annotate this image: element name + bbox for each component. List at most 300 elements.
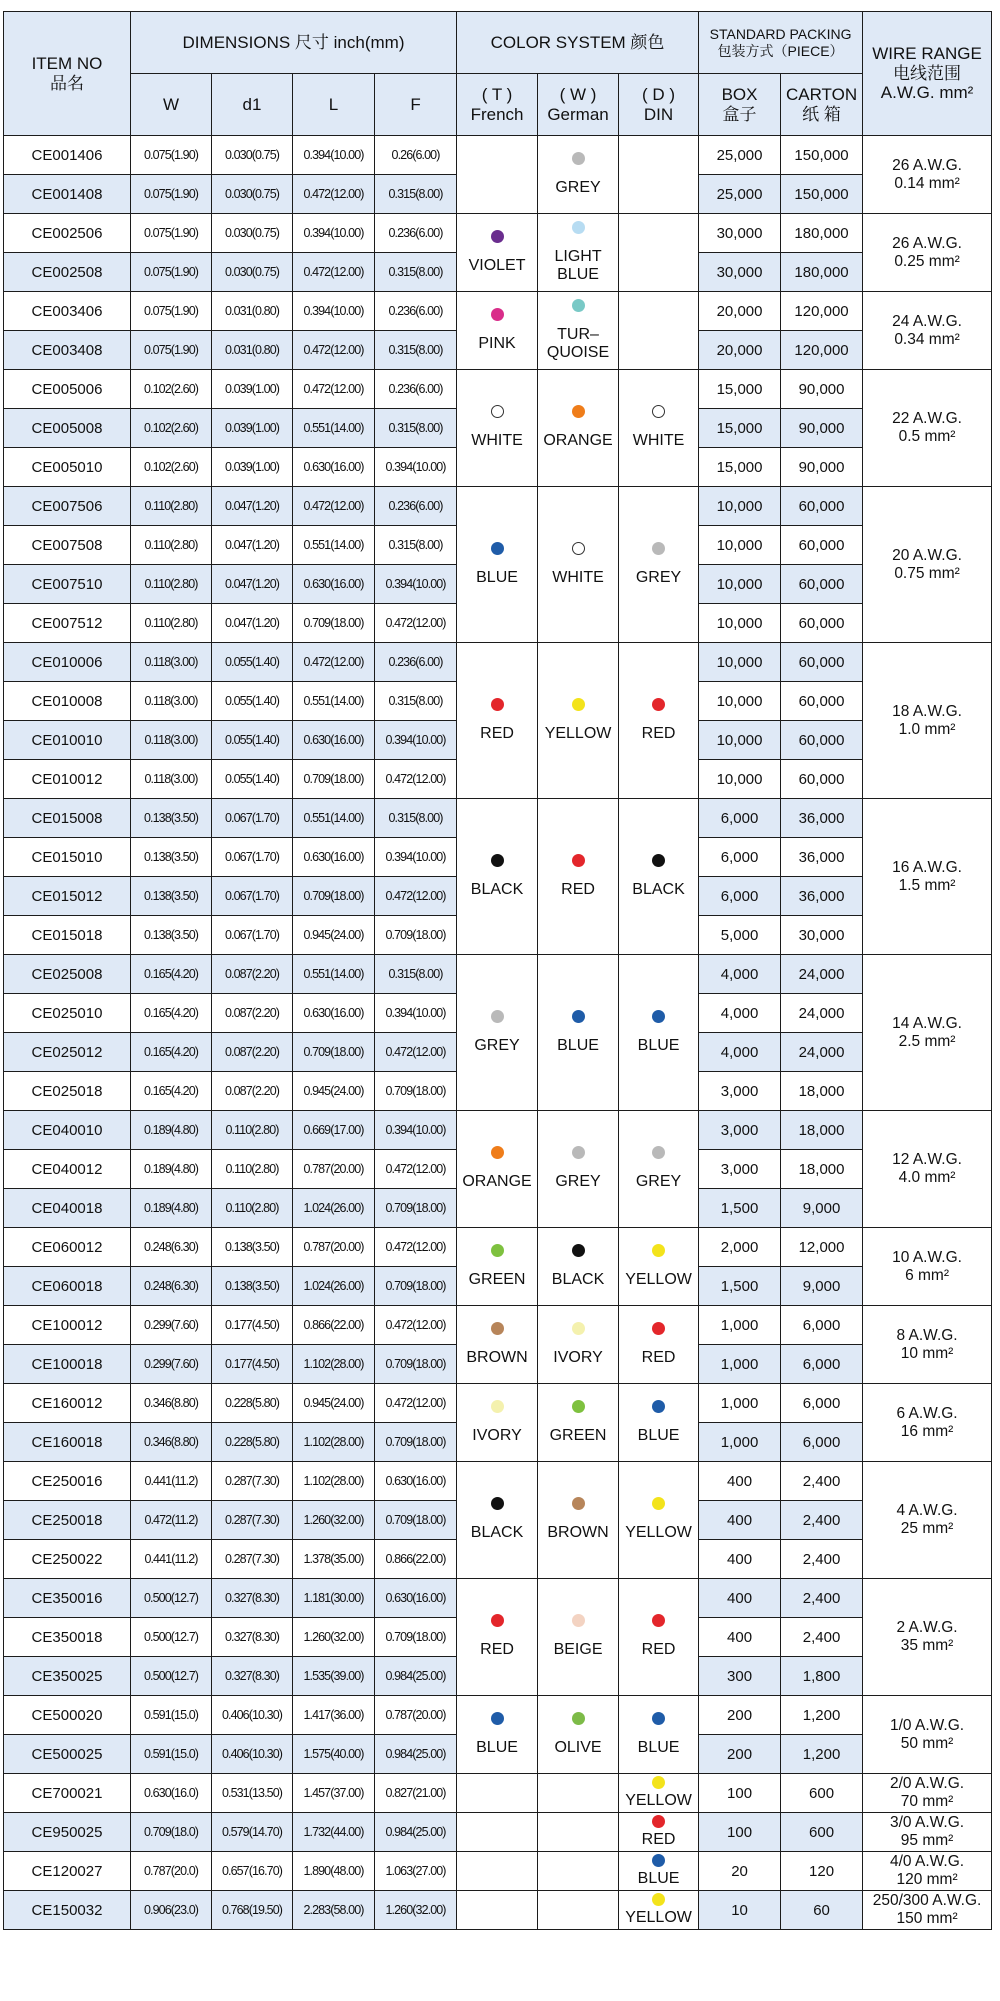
dim-l-cell: 0.551(14.00) bbox=[293, 682, 375, 721]
dim-l-cell: 1.535(39.00) bbox=[293, 1657, 375, 1696]
header-wire-range-cn: 电线范围 bbox=[893, 63, 962, 83]
table-row bbox=[4, 1852, 992, 1891]
header-wire-range-unit: A.W.G. mm² bbox=[880, 83, 974, 103]
dim-f-cell: 0.709(18.00) bbox=[375, 1267, 457, 1306]
color-name: YELLOW bbox=[625, 1524, 692, 1542]
dim-d1-cell: 0.030(0.75) bbox=[212, 175, 293, 214]
carton-qty-cell: 60,000 bbox=[781, 526, 863, 565]
dim-l-cell: 1.260(32.00) bbox=[293, 1501, 375, 1540]
wire-mm2: 35 mm² bbox=[900, 1637, 954, 1654]
dim-f-cell: 0.394(10.00) bbox=[375, 448, 457, 487]
header-col-f: F bbox=[375, 74, 457, 136]
wire-mm2: 2.5 mm² bbox=[898, 1032, 956, 1050]
color-cell-french bbox=[457, 370, 538, 487]
wire-range-cell bbox=[863, 1111, 992, 1228]
box-qty-cell: 1,000 bbox=[699, 1345, 781, 1384]
table-row bbox=[4, 370, 992, 409]
color-cell-german bbox=[538, 1306, 619, 1384]
carton-qty-cell: 120,000 bbox=[781, 292, 863, 331]
dim-w-cell: 0.075(1.90) bbox=[131, 331, 212, 370]
carton-qty-cell: 18,000 bbox=[781, 1072, 863, 1111]
item-no-cell: CE025008 bbox=[4, 955, 131, 994]
color-name: GREY bbox=[555, 1173, 601, 1191]
dim-f-cell: 0.236(6.00) bbox=[375, 292, 457, 331]
color-swatch-icon bbox=[491, 230, 504, 243]
box-qty-cell: 10,000 bbox=[699, 643, 781, 682]
header-col-carton-cn: 纸 箱 bbox=[802, 104, 841, 124]
box-qty-cell: 15,000 bbox=[699, 370, 781, 409]
dim-w-cell: 0.118(3.00) bbox=[131, 721, 212, 760]
color-name: WHITE bbox=[471, 432, 523, 450]
color-swatch-icon bbox=[652, 1497, 665, 1510]
wire-mm2: 50 mm² bbox=[900, 1734, 954, 1752]
dim-d1-cell: 0.087(2.20) bbox=[212, 955, 293, 994]
box-qty-cell: 1,000 bbox=[699, 1306, 781, 1345]
color-name: BLACK bbox=[470, 880, 524, 898]
box-qty-cell: 10,000 bbox=[699, 721, 781, 760]
dim-f-cell: 0.984(25.00) bbox=[375, 1735, 457, 1774]
dim-w-cell: 0.138(3.50) bbox=[131, 916, 212, 955]
color-cell-din bbox=[619, 292, 699, 370]
dim-f-cell: 0.236(6.00) bbox=[375, 370, 457, 409]
wire-mm2: 0.14 mm² bbox=[894, 174, 960, 192]
color-cell-german bbox=[538, 1696, 619, 1774]
dim-l-cell: 0.394(10.00) bbox=[293, 136, 375, 175]
dim-d1-cell: 0.531(13.50) bbox=[212, 1774, 293, 1813]
dim-l-cell: 0.472(12.00) bbox=[293, 175, 375, 214]
dim-l-cell: 0.472(12.00) bbox=[293, 331, 375, 370]
wire-mm2: 70 mm² bbox=[900, 1793, 954, 1810]
item-no-cell: CE060018 bbox=[4, 1267, 131, 1306]
dim-l-cell: 0.709(18.00) bbox=[293, 604, 375, 643]
item-no-cell: CE010012 bbox=[4, 760, 131, 799]
color-swatch-icon bbox=[572, 1614, 585, 1627]
box-qty-cell: 1,500 bbox=[699, 1267, 781, 1306]
carton-qty-cell: 90,000 bbox=[781, 448, 863, 487]
box-qty-cell: 25,000 bbox=[699, 136, 781, 175]
dim-d1-cell: 0.055(1.40) bbox=[212, 682, 293, 721]
header-col-t-code: ( T ) bbox=[481, 84, 513, 104]
dim-f-cell: 0.472(12.00) bbox=[375, 1384, 457, 1423]
box-qty-cell: 20 bbox=[699, 1852, 781, 1891]
dim-l-cell: 1.732(44.00) bbox=[293, 1813, 375, 1852]
dim-d1-cell: 0.047(1.20) bbox=[212, 526, 293, 565]
color-name: YELLOW bbox=[625, 1270, 692, 1288]
color-cell-french bbox=[457, 487, 538, 643]
item-no-cell: CE015018 bbox=[4, 916, 131, 955]
header-col-w: W bbox=[131, 74, 212, 136]
item-no-cell: CE010010 bbox=[4, 721, 131, 760]
wire-range-cell bbox=[863, 487, 992, 643]
box-qty-cell: 1,000 bbox=[699, 1423, 781, 1462]
item-no-cell: CE015012 bbox=[4, 877, 131, 916]
table-row bbox=[4, 955, 992, 994]
dim-d1-cell: 0.030(0.75) bbox=[212, 136, 293, 175]
color-swatch-icon bbox=[652, 1712, 665, 1725]
box-qty-cell: 400 bbox=[699, 1501, 781, 1540]
color-cell-german bbox=[538, 1384, 619, 1462]
dim-w-cell: 0.906(23.0) bbox=[131, 1891, 212, 1930]
box-qty-cell: 400 bbox=[699, 1540, 781, 1579]
wire-range-cell bbox=[863, 1891, 992, 1930]
dim-d1-cell: 0.327(8.30) bbox=[212, 1657, 293, 1696]
dim-d1-cell: 0.228(5.80) bbox=[212, 1384, 293, 1423]
color-swatch-icon bbox=[652, 1146, 665, 1159]
dim-l-cell: 1.378(35.00) bbox=[293, 1540, 375, 1579]
header-standard-packing-cn: 包装方式（PIECE） bbox=[717, 42, 844, 59]
item-no-cell: CE025010 bbox=[4, 994, 131, 1033]
dim-w-cell: 0.500(12.7) bbox=[131, 1657, 212, 1696]
wire-mm2: 10 mm² bbox=[900, 1344, 954, 1362]
dim-f-cell: 0.472(12.00) bbox=[375, 1228, 457, 1267]
color-name: BLUE bbox=[637, 1869, 680, 1887]
dim-f-cell: 0.315(8.00) bbox=[375, 331, 457, 370]
dim-l-cell: 1.457(37.00) bbox=[293, 1774, 375, 1813]
dim-w-cell: 0.110(2.80) bbox=[131, 526, 212, 565]
dim-f-cell: 0.984(25.00) bbox=[375, 1813, 457, 1852]
item-no-cell: CE010008 bbox=[4, 682, 131, 721]
dim-f-cell: 0.709(18.00) bbox=[375, 916, 457, 955]
carton-qty-cell: 150,000 bbox=[781, 136, 863, 175]
wire-mm2: 0.75 mm² bbox=[894, 564, 960, 582]
color-swatch-icon bbox=[491, 1400, 504, 1413]
color-swatch-icon bbox=[572, 1146, 585, 1159]
carton-qty-cell: 180,000 bbox=[781, 253, 863, 292]
header-col-french bbox=[457, 74, 538, 136]
box-qty-cell: 3,000 bbox=[699, 1150, 781, 1189]
item-no-cell: CE005008 bbox=[4, 409, 131, 448]
dim-d1-cell: 0.579(14.70) bbox=[212, 1813, 293, 1852]
dim-w-cell: 0.441(11.2) bbox=[131, 1540, 212, 1579]
header-col-d-code: ( D ) bbox=[642, 84, 676, 104]
item-no-cell: CE160018 bbox=[4, 1423, 131, 1462]
color-swatch-icon bbox=[572, 1400, 585, 1413]
dim-w-cell: 0.110(2.80) bbox=[131, 565, 212, 604]
color-name: WHITE bbox=[632, 432, 685, 450]
carton-qty-cell: 1,200 bbox=[781, 1696, 863, 1735]
dim-l-cell: 1.575(40.00) bbox=[293, 1735, 375, 1774]
item-no-cell: CE500020 bbox=[4, 1696, 131, 1735]
item-no-cell: CE007506 bbox=[4, 487, 131, 526]
product-spec-sheet bbox=[3, 11, 992, 1930]
dim-d1-cell: 0.327(8.30) bbox=[212, 1618, 293, 1657]
color-swatch-icon bbox=[652, 1322, 665, 1335]
dim-w-cell: 0.118(3.00) bbox=[131, 760, 212, 799]
table-header bbox=[4, 12, 992, 136]
dim-w-cell: 0.165(4.20) bbox=[131, 994, 212, 1033]
wire-awg: 24 A.W.G. bbox=[892, 312, 962, 330]
dim-d1-cell: 0.228(5.80) bbox=[212, 1423, 293, 1462]
dim-w-cell: 0.787(20.0) bbox=[131, 1852, 212, 1891]
color-name: IVORY bbox=[472, 1426, 522, 1444]
carton-qty-cell: 600 bbox=[781, 1813, 863, 1852]
color-cell-german bbox=[538, 1852, 619, 1891]
wire-awg: 8 A.W.G. bbox=[896, 1326, 958, 1344]
color-cell-french bbox=[457, 1111, 538, 1228]
dim-l-cell: 1.024(26.00) bbox=[293, 1189, 375, 1228]
box-qty-cell: 300 bbox=[699, 1657, 781, 1696]
dim-l-cell: 1.890(48.00) bbox=[293, 1852, 375, 1891]
item-no-cell: CE007508 bbox=[4, 526, 131, 565]
color-swatch-icon bbox=[652, 1244, 665, 1257]
color-swatch-icon bbox=[652, 405, 665, 418]
dim-f-cell: 0.984(25.00) bbox=[375, 1657, 457, 1696]
color-name: BLACK bbox=[470, 1524, 524, 1542]
dim-l-cell: 0.709(18.00) bbox=[293, 877, 375, 916]
box-qty-cell: 3,000 bbox=[699, 1111, 781, 1150]
color-cell-din bbox=[619, 799, 699, 955]
color-swatch-icon bbox=[652, 1614, 665, 1627]
wire-awg: 2 A.W.G. bbox=[896, 1619, 958, 1637]
carton-qty-cell: 120 bbox=[781, 1852, 863, 1891]
carton-qty-cell: 60,000 bbox=[781, 682, 863, 721]
box-qty-cell: 15,000 bbox=[699, 409, 781, 448]
dim-f-cell: 0.472(12.00) bbox=[375, 1306, 457, 1345]
color-cell-german bbox=[538, 1228, 619, 1306]
box-qty-cell: 6,000 bbox=[699, 799, 781, 838]
color-cell-german bbox=[538, 214, 619, 292]
dim-w-cell: 0.248(6.30) bbox=[131, 1267, 212, 1306]
wire-mm2: 25 mm² bbox=[900, 1520, 954, 1537]
color-name: BLUE bbox=[637, 1426, 680, 1444]
dim-d1-cell: 0.138(3.50) bbox=[212, 1228, 293, 1267]
wire-awg: 1/0 A.W.G. bbox=[890, 1716, 965, 1734]
color-name: BLUE bbox=[637, 1738, 680, 1756]
dim-d1-cell: 0.110(2.80) bbox=[212, 1189, 293, 1228]
dim-l-cell: 1.102(28.00) bbox=[293, 1462, 375, 1501]
box-qty-cell: 10,000 bbox=[699, 682, 781, 721]
dim-d1-cell: 0.110(2.80) bbox=[212, 1150, 293, 1189]
wire-mm2: 6 mm² bbox=[905, 1266, 949, 1284]
header-item-no-cn: 品名 bbox=[50, 73, 84, 93]
dim-f-cell: 0.315(8.00) bbox=[375, 955, 457, 994]
color-cell-din bbox=[619, 1891, 699, 1930]
color-cell-german bbox=[538, 1579, 619, 1696]
color-cell-din bbox=[619, 1384, 699, 1462]
dim-d1-cell: 0.327(8.30) bbox=[212, 1579, 293, 1618]
carton-qty-cell: 60,000 bbox=[781, 643, 863, 682]
dim-l-cell: 0.551(14.00) bbox=[293, 526, 375, 565]
color-cell-german bbox=[538, 487, 619, 643]
dim-d1-cell: 0.055(1.40) bbox=[212, 760, 293, 799]
wire-range-cell bbox=[863, 370, 992, 487]
color-swatch-icon bbox=[572, 299, 585, 312]
item-no-cell: CE350016 bbox=[4, 1579, 131, 1618]
box-qty-cell: 200 bbox=[699, 1696, 781, 1735]
header-col-box-cn: 盒子 bbox=[722, 104, 757, 124]
color-name: BLACK bbox=[632, 880, 685, 898]
dim-d1-cell: 0.406(10.30) bbox=[212, 1696, 293, 1735]
wire-range-cell bbox=[863, 1228, 992, 1306]
wire-range-cell bbox=[863, 799, 992, 955]
dim-w-cell: 0.165(4.20) bbox=[131, 1072, 212, 1111]
item-no-cell: CE003406 bbox=[4, 292, 131, 331]
carton-qty-cell: 2,400 bbox=[781, 1579, 863, 1618]
dim-d1-cell: 0.047(1.20) bbox=[212, 604, 293, 643]
dim-d1-cell: 0.039(1.00) bbox=[212, 448, 293, 487]
dim-w-cell: 0.441(11.2) bbox=[131, 1462, 212, 1501]
color-cell-french bbox=[457, 1306, 538, 1384]
color-cell-din bbox=[619, 955, 699, 1111]
carton-qty-cell: 150,000 bbox=[781, 175, 863, 214]
dim-d1-cell: 0.047(1.20) bbox=[212, 487, 293, 526]
header-col-d-name: DIN bbox=[643, 104, 674, 124]
color-name: RED bbox=[561, 880, 595, 898]
dim-l-cell: 0.630(16.00) bbox=[293, 838, 375, 877]
item-no-cell: CE350018 bbox=[4, 1618, 131, 1657]
color-swatch-icon bbox=[491, 1322, 504, 1335]
item-no-cell: CE040010 bbox=[4, 1111, 131, 1150]
dim-f-cell: 0.472(12.00) bbox=[375, 877, 457, 916]
dim-f-cell: 0.315(8.00) bbox=[375, 409, 457, 448]
color-name: GREEN bbox=[549, 1426, 607, 1444]
dim-d1-cell: 0.657(16.70) bbox=[212, 1852, 293, 1891]
box-qty-cell: 1,500 bbox=[699, 1189, 781, 1228]
dim-l-cell: 0.630(16.00) bbox=[293, 721, 375, 760]
dim-f-cell: 1.063(27.00) bbox=[375, 1852, 457, 1891]
table-row bbox=[4, 487, 992, 526]
box-qty-cell: 30,000 bbox=[699, 214, 781, 253]
dim-f-cell: 0.394(10.00) bbox=[375, 721, 457, 760]
color-cell-din bbox=[619, 1111, 699, 1228]
color-swatch-icon bbox=[491, 405, 504, 418]
dim-f-cell: 0.709(18.00) bbox=[375, 1072, 457, 1111]
header-wire-range bbox=[863, 12, 992, 136]
wire-range-cell bbox=[863, 1306, 992, 1384]
wire-mm2: 0.34 mm² bbox=[894, 330, 960, 348]
item-no-cell: CE025018 bbox=[4, 1072, 131, 1111]
wire-range-cell bbox=[863, 1384, 992, 1462]
color-swatch-icon bbox=[652, 698, 665, 711]
wire-mm2: 1.5 mm² bbox=[898, 876, 956, 894]
color-name: BLACK bbox=[551, 1270, 605, 1288]
dim-w-cell: 0.299(7.60) bbox=[131, 1345, 212, 1384]
header-col-box-label: BOX bbox=[721, 84, 758, 104]
color-cell-din bbox=[619, 1852, 699, 1891]
dim-w-cell: 0.118(3.00) bbox=[131, 682, 212, 721]
item-no-cell: CE015008 bbox=[4, 799, 131, 838]
box-qty-cell: 4,000 bbox=[699, 955, 781, 994]
header-col-w-name: German bbox=[547, 104, 609, 124]
color-swatch-icon bbox=[652, 1815, 665, 1828]
carton-qty-cell: 36,000 bbox=[781, 799, 863, 838]
header-standard-packing-label: STANDARD PACKING bbox=[709, 26, 852, 43]
color-name: BROWN bbox=[466, 1348, 528, 1366]
table-row bbox=[4, 1462, 992, 1501]
carton-qty-cell: 24,000 bbox=[781, 955, 863, 994]
dim-w-cell: 0.500(12.7) bbox=[131, 1579, 212, 1618]
dim-d1-cell: 0.287(7.30) bbox=[212, 1462, 293, 1501]
color-cell-din bbox=[619, 643, 699, 799]
item-no-cell: CE003408 bbox=[4, 331, 131, 370]
dim-d1-cell: 0.047(1.20) bbox=[212, 565, 293, 604]
carton-qty-cell: 18,000 bbox=[781, 1150, 863, 1189]
dim-w-cell: 0.110(2.80) bbox=[131, 604, 212, 643]
header-color-system: COLOR SYSTEM 颜色 bbox=[457, 12, 699, 74]
color-name: BLUE bbox=[476, 1738, 518, 1756]
dim-d1-cell: 0.087(2.20) bbox=[212, 1072, 293, 1111]
color-name: GREY bbox=[635, 1173, 682, 1191]
table-row bbox=[4, 214, 992, 253]
carton-qty-cell: 30,000 bbox=[781, 916, 863, 955]
wire-awg: 26 A.W.G. bbox=[892, 234, 962, 252]
dim-l-cell: 0.394(10.00) bbox=[293, 292, 375, 331]
item-no-cell: CE040012 bbox=[4, 1150, 131, 1189]
dim-l-cell: 0.630(16.00) bbox=[293, 994, 375, 1033]
item-no-cell: CE700021 bbox=[4, 1774, 131, 1813]
dim-d1-cell: 0.406(10.30) bbox=[212, 1735, 293, 1774]
item-no-cell: CE001408 bbox=[4, 175, 131, 214]
color-name: BLUE bbox=[557, 1036, 599, 1054]
color-name: BEIGE bbox=[553, 1641, 603, 1659]
color-swatch-icon bbox=[572, 854, 585, 867]
table-row bbox=[4, 1306, 992, 1345]
color-cell-french bbox=[457, 643, 538, 799]
dim-w-cell: 0.299(7.60) bbox=[131, 1306, 212, 1345]
wire-awg: 20 A.W.G. bbox=[892, 546, 962, 564]
carton-qty-cell: 36,000 bbox=[781, 838, 863, 877]
color-name: LIGHT BLUE bbox=[554, 247, 602, 283]
box-qty-cell: 10 bbox=[699, 1891, 781, 1930]
wire-awg: 26 A.W.G. bbox=[892, 156, 962, 174]
item-no-cell: CE040018 bbox=[4, 1189, 131, 1228]
dim-w-cell: 0.110(2.80) bbox=[131, 487, 212, 526]
dim-d1-cell: 0.287(7.30) bbox=[212, 1540, 293, 1579]
item-no-cell: CE250018 bbox=[4, 1501, 131, 1540]
box-qty-cell: 200 bbox=[699, 1735, 781, 1774]
dim-l-cell: 0.709(18.00) bbox=[293, 1033, 375, 1072]
box-qty-cell: 4,000 bbox=[699, 1033, 781, 1072]
color-name: RED bbox=[480, 1641, 514, 1659]
item-no-cell: CE100012 bbox=[4, 1306, 131, 1345]
dim-w-cell: 0.346(8.80) bbox=[131, 1423, 212, 1462]
terminal-spec-table bbox=[3, 11, 992, 1930]
dim-l-cell: 0.472(12.00) bbox=[293, 643, 375, 682]
header-col-box bbox=[699, 74, 781, 136]
item-no-cell: CE100018 bbox=[4, 1345, 131, 1384]
wire-awg: 2/0 A.W.G. bbox=[890, 1775, 965, 1793]
carton-qty-cell: 9,000 bbox=[781, 1267, 863, 1306]
box-qty-cell: 5,000 bbox=[699, 916, 781, 955]
color-name: RED bbox=[641, 1348, 676, 1366]
carton-qty-cell: 90,000 bbox=[781, 370, 863, 409]
carton-qty-cell: 6,000 bbox=[781, 1345, 863, 1384]
color-name: ORANGE bbox=[462, 1173, 532, 1191]
wire-mm2: 0.25 mm² bbox=[894, 252, 960, 270]
box-qty-cell: 20,000 bbox=[699, 331, 781, 370]
dim-w-cell: 0.189(4.80) bbox=[131, 1111, 212, 1150]
box-qty-cell: 6,000 bbox=[699, 838, 781, 877]
table-row bbox=[4, 1696, 992, 1735]
color-cell-french bbox=[457, 1852, 538, 1891]
wire-awg: 3/0 A.W.G. bbox=[890, 1814, 965, 1832]
box-qty-cell: 1,000 bbox=[699, 1384, 781, 1423]
wire-awg: 12 A.W.G. bbox=[892, 1151, 962, 1169]
box-qty-cell: 4,000 bbox=[699, 994, 781, 1033]
dim-f-cell: 0.315(8.00) bbox=[375, 682, 457, 721]
dim-d1-cell: 0.138(3.50) bbox=[212, 1267, 293, 1306]
wire-mm2: 4.0 mm² bbox=[898, 1169, 956, 1186]
color-swatch-icon bbox=[572, 405, 585, 418]
box-qty-cell: 30,000 bbox=[699, 253, 781, 292]
dim-w-cell: 0.075(1.90) bbox=[131, 253, 212, 292]
dim-w-cell: 0.165(4.20) bbox=[131, 955, 212, 994]
table-row bbox=[4, 292, 992, 331]
dim-l-cell: 0.551(14.00) bbox=[293, 955, 375, 994]
dim-w-cell: 0.500(12.7) bbox=[131, 1618, 212, 1657]
dim-w-cell: 0.075(1.90) bbox=[131, 175, 212, 214]
dim-f-cell: 0.236(6.00) bbox=[375, 214, 457, 253]
